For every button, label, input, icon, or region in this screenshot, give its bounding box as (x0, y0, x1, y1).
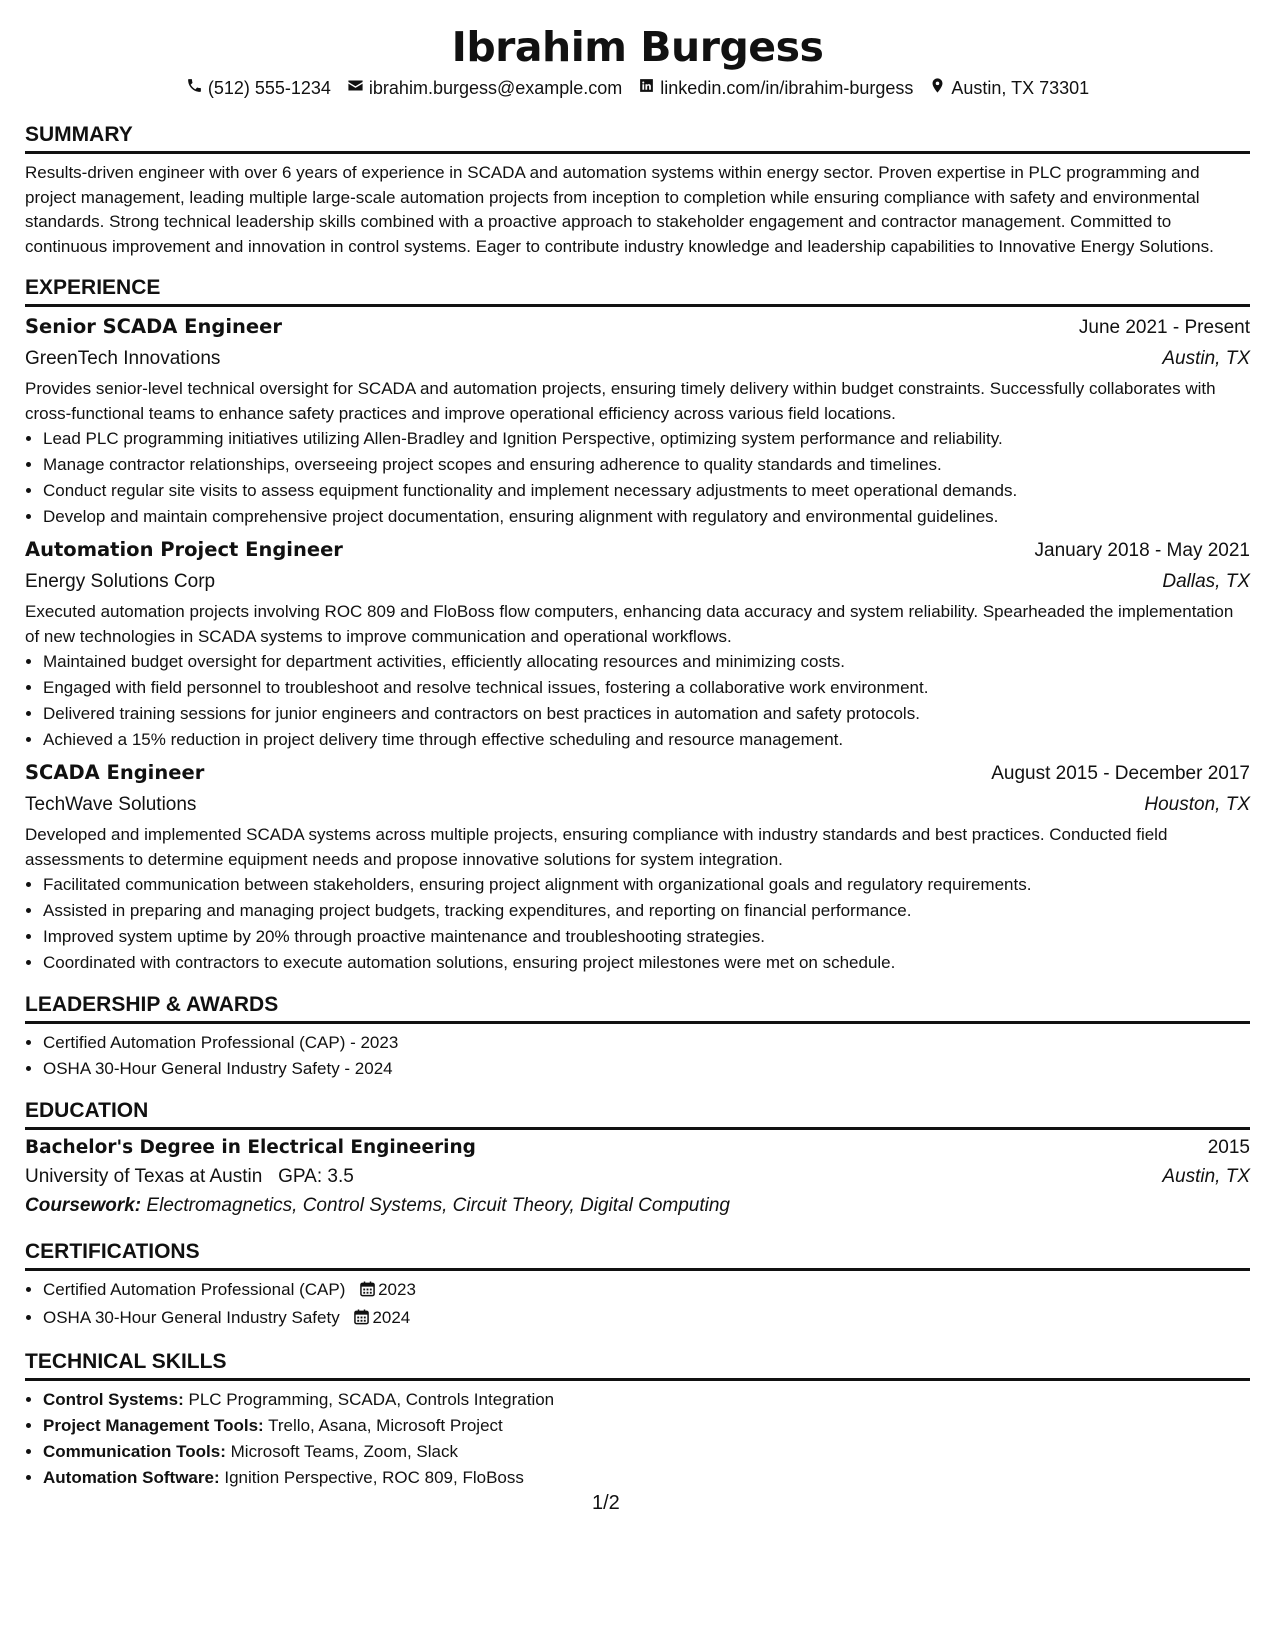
cert-year: 2024 (372, 1308, 411, 1327)
calendar-icon (354, 1307, 369, 1333)
list-item: • Assisted in preparing and managing project budgets, tracking expenditures, and reporting on financial performance. (43, 898, 1250, 924)
job-company: Energy Solutions Corp (25, 571, 216, 592)
map-marker-icon (929, 76, 946, 100)
section-title-summary: SUMMARY (25, 122, 1250, 154)
cert-name: OSHA 30-Hour General Industry Safety (43, 1308, 340, 1327)
job-location: Austin, TX (1162, 348, 1250, 369)
skill-label: Communication Tools: (43, 1442, 226, 1461)
phone-text: (512) 555-1234 (207, 78, 331, 98)
section-title-certifications: CERTIFICATIONS (25, 1239, 1250, 1271)
job-company: TechWave Solutions (25, 794, 197, 815)
coursework-label: Coursework: (25, 1195, 142, 1216)
degree-name: Bachelor's Degree in Electrical Engineering (25, 1137, 476, 1158)
certifications-section (25, 1239, 1250, 1333)
skill-label: Automation Software: (43, 1468, 220, 1487)
contact-linkedin[interactable] (638, 76, 913, 100)
job-description: Executed automation projects involving ROC 809 and FloBoss flow computers, enhancing data accuracy and system reliability. Spearheaded the implementation of new technologies in SCADA systems to improve communication and operational workflows. (25, 602, 1234, 646)
list-item: • Delivered training sessions for junior engineers and contractors on best practices in automation and safety protocols. (43, 701, 1250, 727)
skill-label: Project Management Tools: (43, 1416, 264, 1435)
envelope-icon (347, 76, 364, 100)
job-company: GreenTech Innovations (25, 348, 221, 369)
list-item (43, 1439, 1250, 1465)
list-item: • Conduct regular site visits to assess equipment functionality and implement necessary adjustments to meet operational demands. (43, 478, 1250, 504)
list-item: • Coordinated with contractors to execute automation solutions, ensuring project milestones were met on schedule. (43, 950, 1250, 976)
skill-value: Microsoft Teams, Zoom, Slack (230, 1442, 458, 1461)
section-title-education: EDUCATION (25, 1098, 1250, 1130)
job-bullets (25, 872, 1250, 976)
section-title-awards: LEADERSHIP & AWARDS (25, 992, 1250, 1024)
awards-section (25, 992, 1250, 1082)
school-name: University of Texas at Austin (25, 1166, 263, 1187)
list-item (43, 1413, 1250, 1439)
job-entry (25, 757, 1250, 976)
gpa: GPA: 3.5 (278, 1166, 354, 1187)
awards-list (25, 1030, 1250, 1082)
job-bullets (25, 426, 1250, 530)
list-item (43, 1465, 1250, 1491)
coursework (25, 1191, 1250, 1221)
summary-section (25, 122, 1250, 259)
section-title-skills: TECHNICAL SKILLS (25, 1349, 1250, 1381)
cert-name: Certified Automation Professional (CAP) (43, 1280, 346, 1299)
experience-section (25, 275, 1250, 976)
calendar-icon (360, 1279, 375, 1305)
education-section (25, 1098, 1250, 1221)
job-entry (25, 534, 1250, 753)
certifications-list (25, 1277, 1250, 1333)
job-title: SCADA Engineer (25, 761, 205, 784)
job-location: Dallas, TX (1162, 571, 1250, 592)
list-item: • Achieved a 15% reduction in project delivery time through effective scheduling and resource management. (43, 727, 1250, 753)
job-description: Developed and implemented SCADA systems across multiple projects, ensuring compliance with industry standards and best practices. Conducted field assessments to determine equipment needs and propose innovative solutions for system integration. (25, 825, 1168, 869)
list-item: • Improved system uptime by 20% through proactive maintenance and troubleshooting strategies. (43, 924, 1250, 950)
section-title-experience: EXPERIENCE (25, 275, 1250, 307)
skills-section (25, 1349, 1250, 1491)
linkedin-icon (638, 76, 655, 100)
job-description: Provides senior-level technical oversight for SCADA and automation projects, ensuring timely delivery within budget constraints. Successfully collaborates with cross-functional teams to enhance safety practices and improve operational efficiency across various field locations. (25, 379, 1216, 423)
job-dates: January 2018 - May 2021 (1034, 540, 1250, 561)
job-bullets (25, 649, 1250, 753)
skills-list (25, 1387, 1250, 1491)
cert-year: 2023 (378, 1280, 416, 1299)
job-title: Automation Project Engineer (25, 538, 343, 561)
list-item: • Engaged with field personnel to troubleshoot and resolve technical issues, fostering a collaborative work environment. (43, 675, 1250, 701)
list-item (43, 1305, 1250, 1333)
email-text[interactable]: ibrahim.burgess@example.com (368, 78, 623, 98)
list-item (43, 1277, 1250, 1305)
linkedin-text[interactable]: linkedin.com/in/ibrahim-burgess (660, 78, 914, 98)
job-dates: June 2021 - Present (1078, 317, 1250, 338)
contact-phone (186, 76, 331, 100)
summary-text: Results-driven engineer with over 6 years of experience in SCADA and automation systems within energy sector. Proven expertise in PLC programming and project management, leading multiple large-scale automation projects from inception to completion while ensuring compliance with safety and environmental standards. Strong technical leadership skills combined with a proactive approach to stakeholder engagement and contractor management. Committed to continuous improvement and innovation in control systems. Eager to contribute industry knowledge and leadership capabilities to Innovative Energy Solutions. (25, 163, 1214, 256)
list-item: • Facilitated communication between stakeholders, ensuring project alignment with organizational goals and regulatory requirements. (43, 872, 1250, 898)
list-item: • OSHA 30-Hour General Industry Safety - 2024 (43, 1056, 1250, 1082)
coursework-list: Electromagnetics, Control Systems, Circuit Theory, Digital Computing (146, 1195, 730, 1216)
list-item: • Manage contractor relationships, overseeing project scopes and ensuring adherence to quality standards and timelines. (43, 452, 1250, 478)
list-item (43, 1387, 1250, 1413)
job-dates: August 2015 - December 2017 (991, 763, 1250, 784)
phone-icon (186, 76, 203, 100)
job-title: Senior SCADA Engineer (25, 315, 282, 338)
skill-label: Control Systems: (43, 1390, 184, 1409)
list-item: • Lead PLC programming initiatives utilizing Allen-Bradley and Ignition Perspective, optimizing system performance and reliability. (43, 426, 1250, 452)
skill-value: PLC Programming, SCADA, Controls Integration (188, 1390, 555, 1409)
list-item: • Maintained budget oversight for department activities, efficiently allocating resources and minimizing costs. (43, 649, 1250, 675)
candidate-name: Ibrahim Burgess (451, 23, 824, 71)
contact-email[interactable] (347, 76, 622, 100)
location-text: Austin, TX 73301 (951, 78, 1090, 98)
contact-location (929, 76, 1089, 100)
page-number: 1/2 (592, 1492, 620, 1514)
list-item: • Certified Automation Professional (CAP) - 2023 (43, 1030, 1250, 1056)
job-entry (25, 311, 1250, 530)
resume-page (25, 22, 1250, 1491)
list-item: • Develop and maintain comprehensive project documentation, ensuring alignment with regulatory and environmental guidelines. (43, 504, 1250, 530)
job-location: Houston, TX (1144, 794, 1250, 815)
graduation-year: 2015 (1207, 1137, 1250, 1158)
school-location: Austin, TX (1162, 1166, 1250, 1187)
contact-bar (25, 76, 1250, 100)
skill-value: Trello, Asana, Microsoft Project (268, 1416, 503, 1435)
skill-value: Ignition Perspective, ROC 809, FloBoss (224, 1468, 524, 1487)
